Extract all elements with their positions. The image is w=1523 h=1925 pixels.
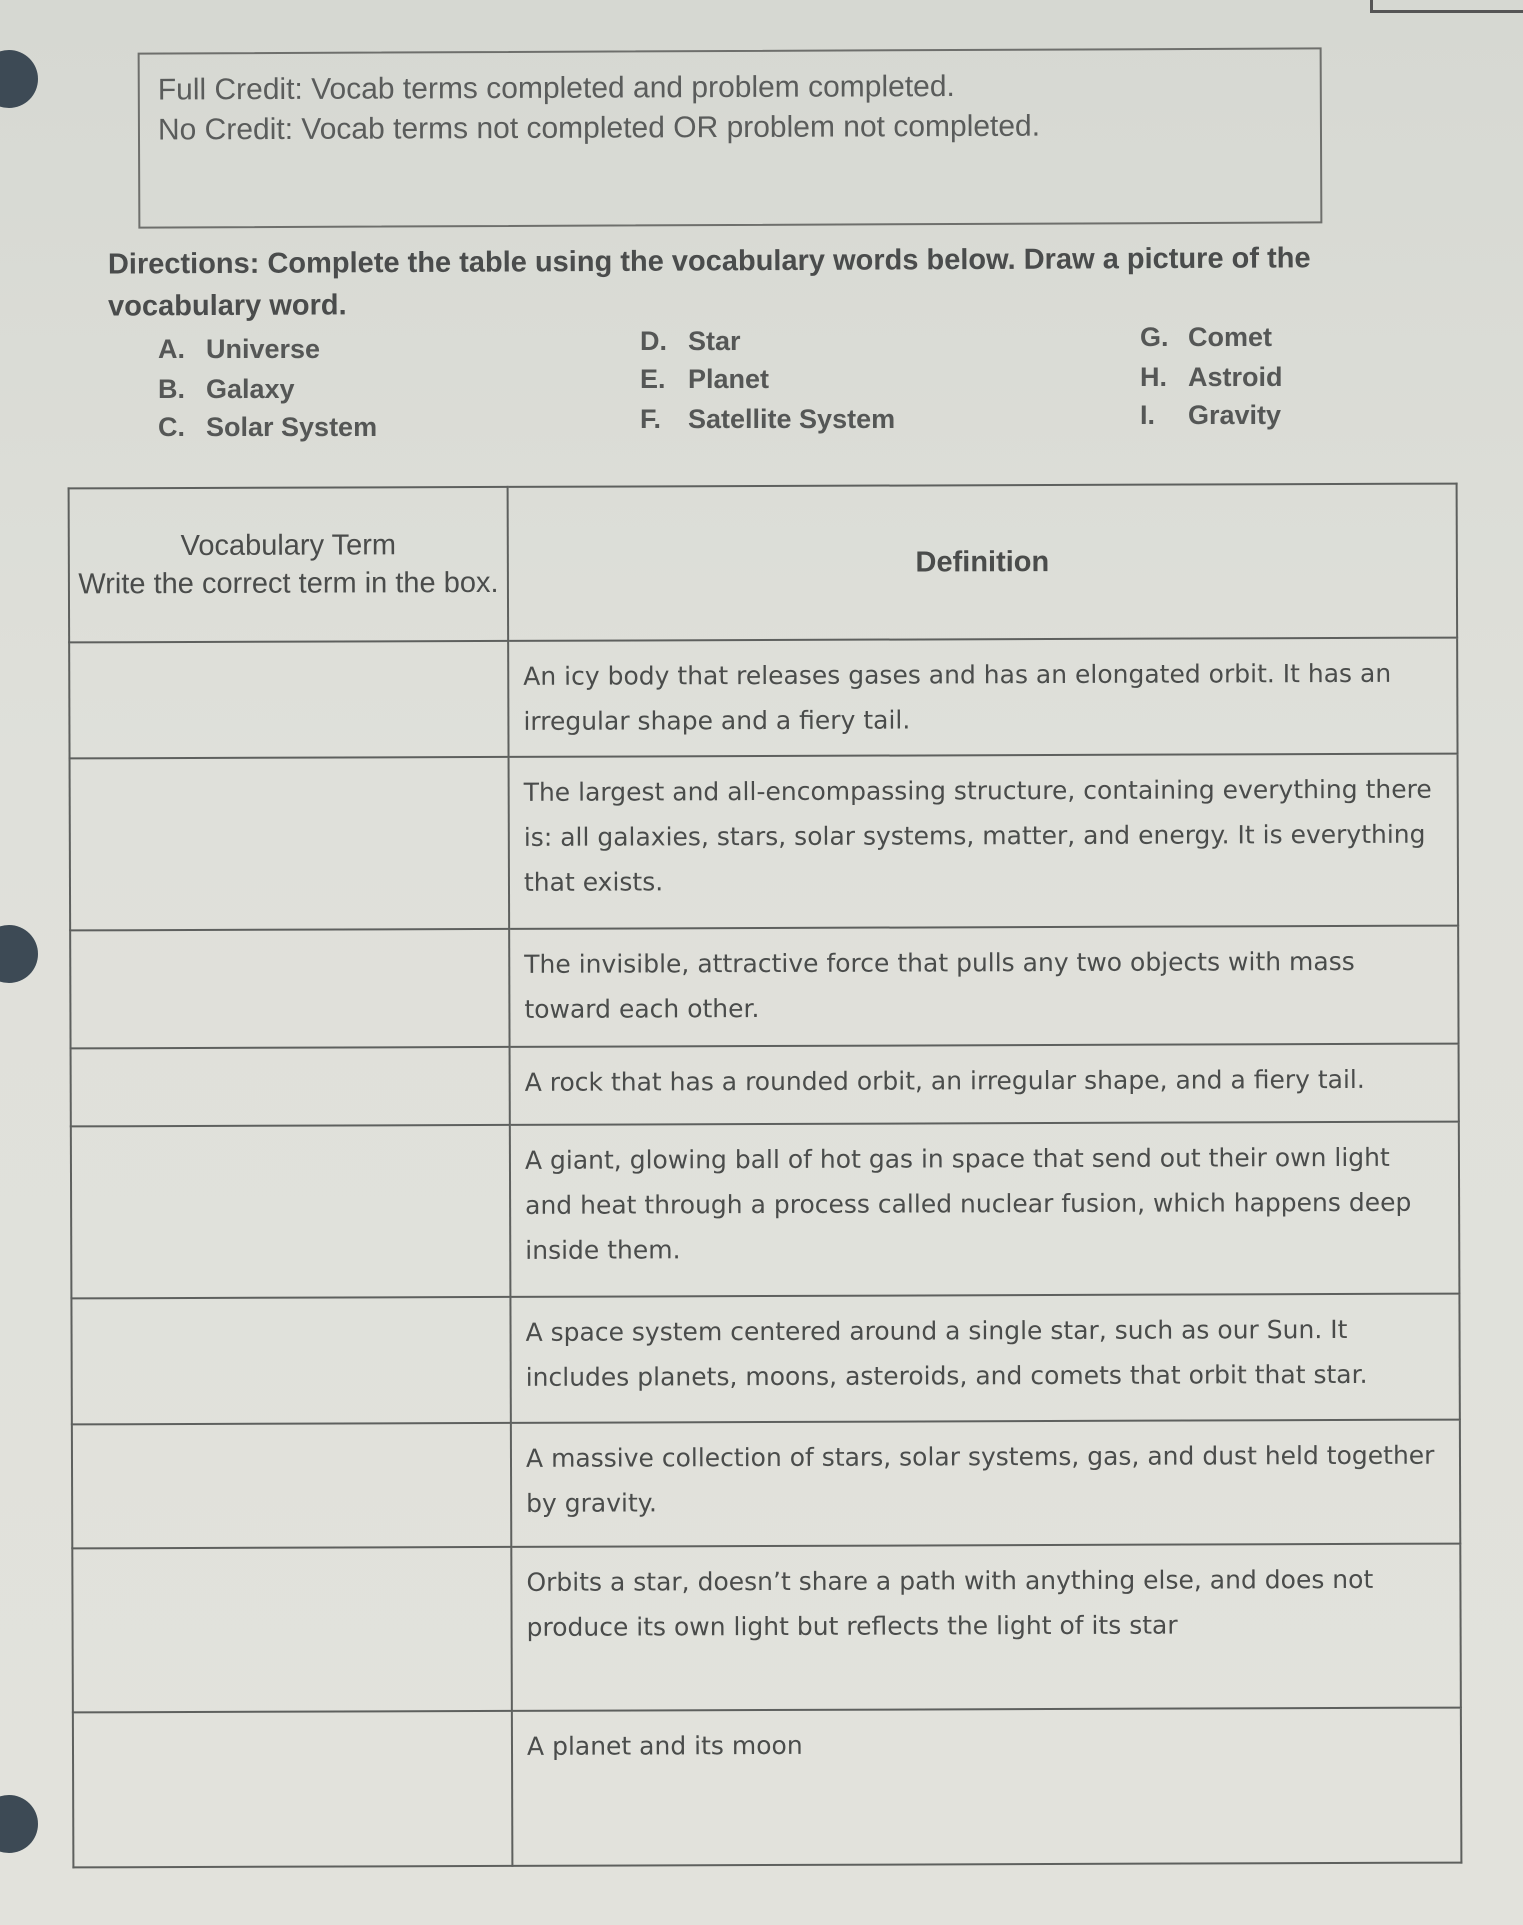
definition-cell: A space system centered around a single star, such as our Sun. It includes planets, moons, asteroids, and comets that orbit that star. bbox=[510, 1294, 1459, 1423]
vocabulary-table bbox=[68, 483, 1463, 1869]
term-header-title: Vocabulary Term bbox=[180, 529, 397, 563]
binder-hole bbox=[0, 1795, 38, 1853]
term-answer-box[interactable] bbox=[70, 757, 510, 931]
vocab-word-i: I. Gravity bbox=[1140, 400, 1282, 430]
table-row bbox=[73, 1708, 1462, 1868]
definition-cell: The invisible, attractive force that pulls any two objects with mass toward each other. bbox=[509, 926, 1458, 1047]
term-answer-box[interactable] bbox=[70, 929, 509, 1049]
definition-cell: Orbits a star, doesn’t share a path with anything else, and does not produce its own light but reflects the light of its star bbox=[511, 1544, 1461, 1711]
vocab-word-e: E. Planet bbox=[640, 364, 770, 394]
vocabulary-word-list bbox=[158, 322, 1358, 452]
binder-hole bbox=[0, 925, 38, 983]
term-column-header bbox=[69, 487, 509, 643]
table-row bbox=[70, 926, 1458, 1049]
table-header-row bbox=[69, 484, 1458, 643]
term-answer-box[interactable] bbox=[72, 1547, 512, 1713]
corner-box bbox=[1370, 0, 1523, 13]
term-answer-box[interactable] bbox=[71, 1297, 510, 1425]
vocab-word-c: C. Solar System bbox=[158, 412, 378, 442]
vocab-word-b: B. Galaxy bbox=[158, 374, 295, 404]
term-answer-box[interactable] bbox=[71, 1047, 510, 1127]
no-credit-text: No Credit: Vocab terms not completed OR problem not completed. bbox=[157, 109, 1041, 147]
definition-cell: An icy body that releases gases and has an elongated orbit. It has an irregular shape and a fiery tail. bbox=[508, 638, 1457, 757]
definition-cell: A massive collection of stars, solar systems, gas, and dust held together by gravity. bbox=[511, 1420, 1460, 1547]
table-row bbox=[71, 1122, 1460, 1299]
vocab-word-h: H. Astroid bbox=[1140, 362, 1283, 392]
term-answer-box[interactable] bbox=[73, 1711, 513, 1868]
term-header-instruction: Write the correct term in the box. bbox=[78, 566, 499, 601]
table-row bbox=[72, 1544, 1461, 1713]
table-row bbox=[69, 638, 1457, 759]
definition-cell: A giant, glowing ball of hot gas in space that send out their own light and heat through a process called nuclear fusion, which happens deep inside them. bbox=[510, 1122, 1460, 1297]
binder-hole bbox=[0, 50, 38, 108]
term-answer-box[interactable] bbox=[69, 641, 508, 759]
term-answer-box[interactable] bbox=[71, 1125, 511, 1299]
definition-column-header: Definition bbox=[508, 484, 1458, 641]
definition-cell: The largest and all-encompassing structure, containing everything there is: all galaxies, stars, solar systems, matter, and energy. It is everything that exists. bbox=[509, 754, 1459, 929]
vocab-word-f: F. Satellite System bbox=[640, 404, 896, 434]
full-credit-text: Full Credit: Vocab terms completed and problem completed. bbox=[157, 70, 955, 107]
vocab-word-g: G. Comet bbox=[1140, 322, 1273, 352]
credit-box bbox=[138, 47, 1323, 228]
definition-cell: A planet and its moon bbox=[512, 1708, 1462, 1866]
table-row bbox=[71, 1294, 1459, 1425]
definition-cell: A rock that has a rounded orbit, an irregular shape, and a fiery tail. bbox=[510, 1044, 1459, 1125]
table-row bbox=[72, 1420, 1460, 1549]
directions-text: Directions: Complete the table using the vocabulary words below. Draw a picture of the vocabulary word. bbox=[107, 242, 1311, 323]
vocab-word-d: D. Star bbox=[640, 326, 741, 356]
table-row bbox=[70, 754, 1459, 931]
term-answer-box[interactable] bbox=[72, 1423, 511, 1549]
vocab-word-a: A. Universe bbox=[158, 334, 321, 364]
table-row bbox=[71, 1044, 1459, 1127]
